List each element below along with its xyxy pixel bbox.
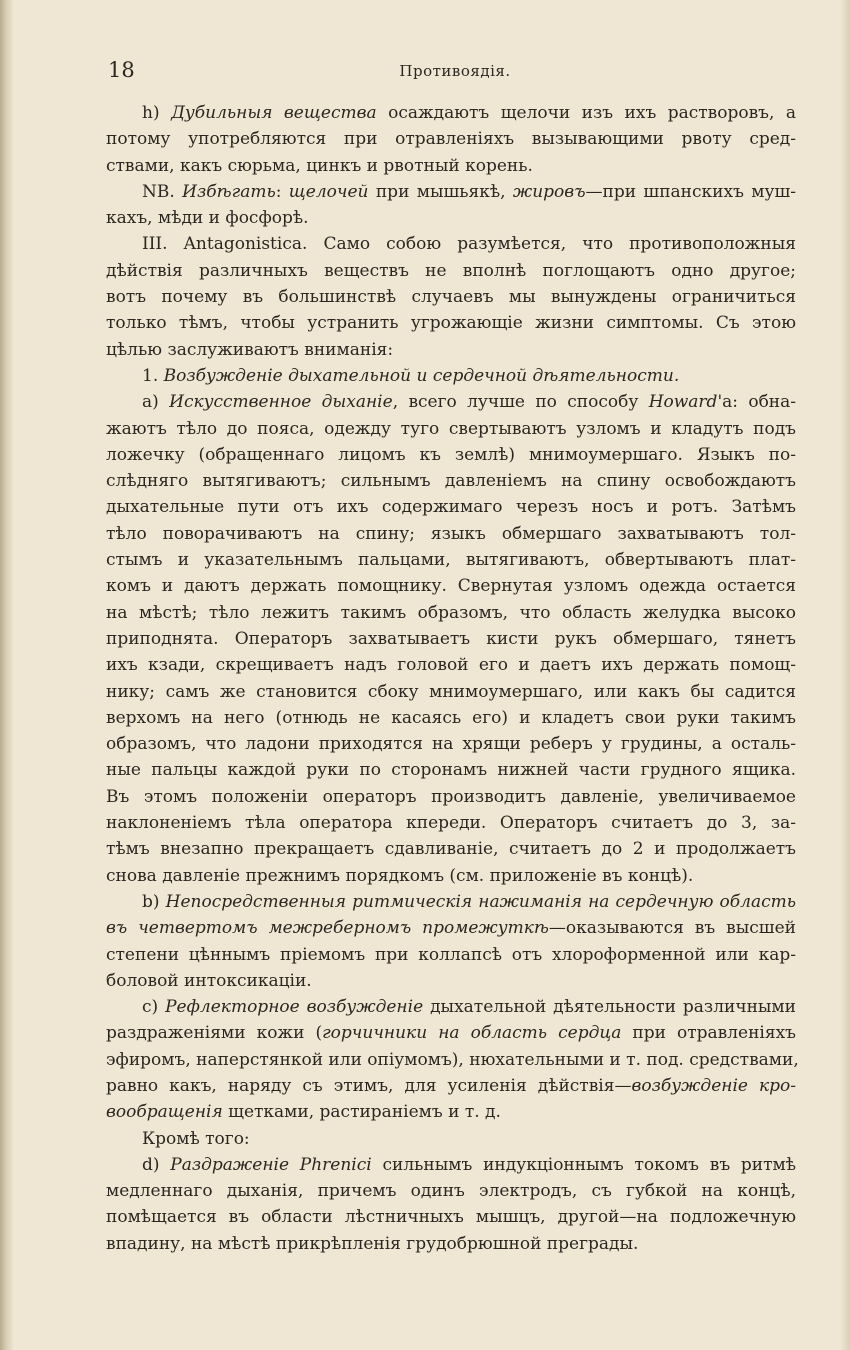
- text-line: [106, 547, 796, 573]
- text-segment: образомъ, что ладони приходятся на хрящи реберъ у грудины, а осталь-: [106, 734, 796, 755]
- text-line: [106, 284, 796, 310]
- text-segment: h): [142, 103, 172, 123]
- text-line: [106, 600, 796, 626]
- page-number: 18: [108, 58, 135, 82]
- text-segment: NB.: [142, 181, 183, 202]
- text-line: [106, 1204, 796, 1230]
- text-segment: наклоненіемъ тѣла оператора кпереди. Операторъ считаетъ до 3, за-: [106, 813, 796, 834]
- text-segment: , всего лучше по способу: [392, 392, 649, 413]
- text-line: [106, 863, 796, 889]
- text-segment: щетками, растираніемъ и т. д.: [222, 1102, 501, 1123]
- text-segment: ствами, какъ сюрьма, цинкъ и рвотный корень.: [106, 155, 533, 176]
- text-line: [106, 205, 796, 231]
- text-line: [106, 836, 796, 862]
- italic-text: Возбужденіе дыхательной и сердечной дѣятельности.: [163, 365, 680, 386]
- italic-text: Howard: [648, 392, 718, 413]
- text-segment: приподнята. Операторъ захватываетъ кисти рукъ обмершаго, тянетъ: [106, 628, 796, 649]
- text-segment: медленнаго дыханія, причемъ одинъ электродъ, съ губкой на концѣ,: [106, 1181, 796, 1202]
- text-segment: тѣмъ внезапно прекращаетъ сдавливаніе, считаетъ до 2 и продолжаетъ: [106, 839, 796, 860]
- text-line: [106, 521, 796, 547]
- text-line: [106, 626, 796, 652]
- text-segment: ложечку (обращеннаго лицомъ къ землѣ) мнимоумершаго. Языкъ по-: [106, 444, 796, 465]
- text-segment: —при шпанскихъ муш-: [585, 181, 797, 202]
- text-line: [106, 915, 796, 941]
- italic-text: щелочей: [288, 181, 369, 202]
- italic-text: Избѣгать: [182, 181, 276, 202]
- text-line: [106, 1020, 796, 1046]
- text-line: [106, 968, 796, 994]
- page-edge-shadow: [0, 0, 14, 1350]
- text-line: [106, 1073, 796, 1099]
- text-segment: степени цѣннымъ пріемомъ при коллапсѣ отъ хлороформенной или кар-: [106, 944, 796, 965]
- text-segment: при мышьякѣ,: [368, 181, 513, 202]
- text-segment: Кромѣ того:: [142, 1128, 250, 1149]
- text-segment: Въ этомъ положеніи операторъ производитъ давленіе, увеличиваемое: [106, 786, 796, 807]
- text-segment: c): [142, 997, 166, 1018]
- text-segment: равно какъ, наряду съ этимъ, для усиленія дѣйствія—: [106, 1075, 632, 1096]
- text-line: [106, 389, 796, 415]
- text-line: [106, 337, 796, 363]
- text-line: [106, 889, 796, 915]
- text-segment: раздраженіями кожи (: [106, 1023, 323, 1044]
- text-segment: жаютъ тѣло до пояса, одежду туго свертываютъ узломъ и кладутъ подъ: [106, 418, 796, 439]
- text-line: [106, 1047, 799, 1073]
- text-line: [106, 679, 796, 705]
- text-segment: боловой интоксикаціи.: [106, 970, 312, 991]
- text-segment: —оказываются въ высшей: [548, 918, 797, 939]
- text-segment: потому употребляются при отравленіяхъ вызывающими рвоту сред-: [106, 129, 796, 150]
- italic-text: возбужденіе кро-: [631, 1075, 796, 1096]
- italic-text: въ четвертомъ межреберномъ промежуткѣ: [106, 918, 549, 939]
- italic-text: горчичники на область сердца: [322, 1023, 622, 1044]
- text-line: [106, 784, 796, 810]
- text-line: [106, 1178, 796, 1204]
- text-line: [106, 258, 796, 284]
- text-line: [106, 705, 796, 731]
- text-segment: :: [275, 181, 289, 202]
- italic-text: Дубильныя вещества: [171, 103, 377, 123]
- text-segment: III. Antagonistica. Само собою разумѣется, что противоположныя: [142, 234, 796, 255]
- text-line: [106, 1099, 796, 1125]
- text-line: [106, 179, 796, 205]
- text-line: [106, 153, 796, 179]
- text-line: [106, 363, 796, 389]
- text-line: [106, 731, 796, 757]
- text-line: [106, 231, 796, 257]
- text-segment: дыхательной дѣятельности различными: [423, 997, 796, 1018]
- text-segment: кахъ, мѣди и фосфорѣ.: [106, 208, 309, 229]
- text-segment: слѣдняго вытягиваютъ; сильнымъ давленіемъ на спину освобождаютъ: [106, 471, 796, 492]
- text-segment: снова давленіе прежнимъ порядкомъ (см. приложеніе въ концѣ).: [106, 865, 694, 886]
- text-segment: стымъ и указательнымъ пальцами, вытягиваютъ, обвертываютъ плат-: [106, 550, 796, 571]
- italic-text: Непосредственныя ритмическія нажиманія на сердечную область: [165, 891, 796, 912]
- text-segment: ные пальцы каждой руки по сторонамъ нижней части грудного ящика.: [106, 760, 796, 781]
- text-line: [106, 468, 796, 494]
- text-line: [106, 1126, 796, 1152]
- text-segment: дѣйствія различныхъ веществъ не вполнѣ поглощаютъ одно другое;: [106, 260, 796, 281]
- page-header: [108, 58, 802, 86]
- text-segment: дыхательные пути отъ ихъ содержимаго черезъ носъ и ротъ. Затѣмъ: [106, 497, 796, 518]
- text-segment: верхомъ на него (отнюдь не касаясь его) и кладетъ свои руки такимъ: [106, 707, 796, 728]
- text-segment: b): [142, 891, 166, 912]
- italic-text: Искусственное дыханіе: [169, 392, 393, 413]
- text-line: [106, 494, 796, 520]
- running-title: Противоядія.: [399, 62, 511, 80]
- text-line: [106, 416, 796, 442]
- italic-text: вообращенія: [106, 1102, 223, 1123]
- text-line: [106, 810, 796, 836]
- italic-text: Рефлекторное возбужденіе: [165, 997, 424, 1018]
- text-segment: осаждаютъ щелочи изъ ихъ растворовъ, а: [376, 103, 796, 123]
- text-segment: a): [142, 392, 170, 413]
- text-segment: эфиромъ, наперстянкой или опіумомъ), нюхательными и т. под. средствами,: [106, 1049, 799, 1070]
- text-line: [106, 1152, 796, 1178]
- text-segment: вотъ почему въ большинствѣ случаевъ мы вынуждены ограничиться: [106, 287, 796, 308]
- body-text: [106, 100, 799, 1257]
- text-line: [106, 652, 796, 678]
- text-line: [106, 573, 796, 599]
- text-segment: сильнымъ индукціоннымъ токомъ въ ритмѣ: [371, 1154, 797, 1175]
- italic-text: Раздраженіе Phrenici: [170, 1154, 372, 1175]
- text-segment: впадину, на мѣстѣ прикрѣпленія грудобрюшной преграды.: [106, 1233, 639, 1254]
- text-segment: только тѣмъ, чтобы устранить угрожающіе жизни симптомы. Съ этою: [106, 313, 796, 334]
- text-segment: при отравленіяхъ: [621, 1023, 796, 1044]
- page-edge-shadow-right: [840, 0, 850, 1350]
- text-line: [106, 442, 796, 468]
- text-segment: 'а: обна-: [717, 392, 797, 413]
- text-line: [106, 126, 796, 152]
- text-segment: тѣло поворачиваютъ на спину; языкъ обмершаго захватываютъ тол-: [106, 523, 796, 544]
- text-line: [106, 757, 796, 783]
- text-line: [106, 994, 796, 1020]
- text-segment: 1.: [142, 365, 164, 386]
- text-line: [106, 310, 796, 336]
- text-segment: комъ и даютъ держать помощнику. Свернутая узломъ одежда остается: [106, 576, 796, 597]
- text-line: [106, 1231, 796, 1257]
- text-line: [106, 942, 796, 968]
- text-segment: d): [142, 1154, 171, 1175]
- text-segment: помѣщается въ области лѣстничныхъ мышцъ, другой—на подложечную: [106, 1207, 796, 1228]
- italic-text: жировъ: [512, 181, 586, 202]
- text-segment: на мѣстѣ; тѣло лежитъ такимъ образомъ, что область желудка высоко: [106, 602, 796, 623]
- text-line: [106, 100, 796, 126]
- text-segment: цѣлью заслуживаютъ вниманія:: [106, 339, 394, 360]
- text-segment: нику; самъ же становится сбоку мнимоумершаго, или какъ бы садится: [106, 681, 796, 702]
- text-segment: ихъ кзади, скрещиваетъ надъ головой его и даетъ ихъ держать помощ-: [106, 655, 796, 676]
